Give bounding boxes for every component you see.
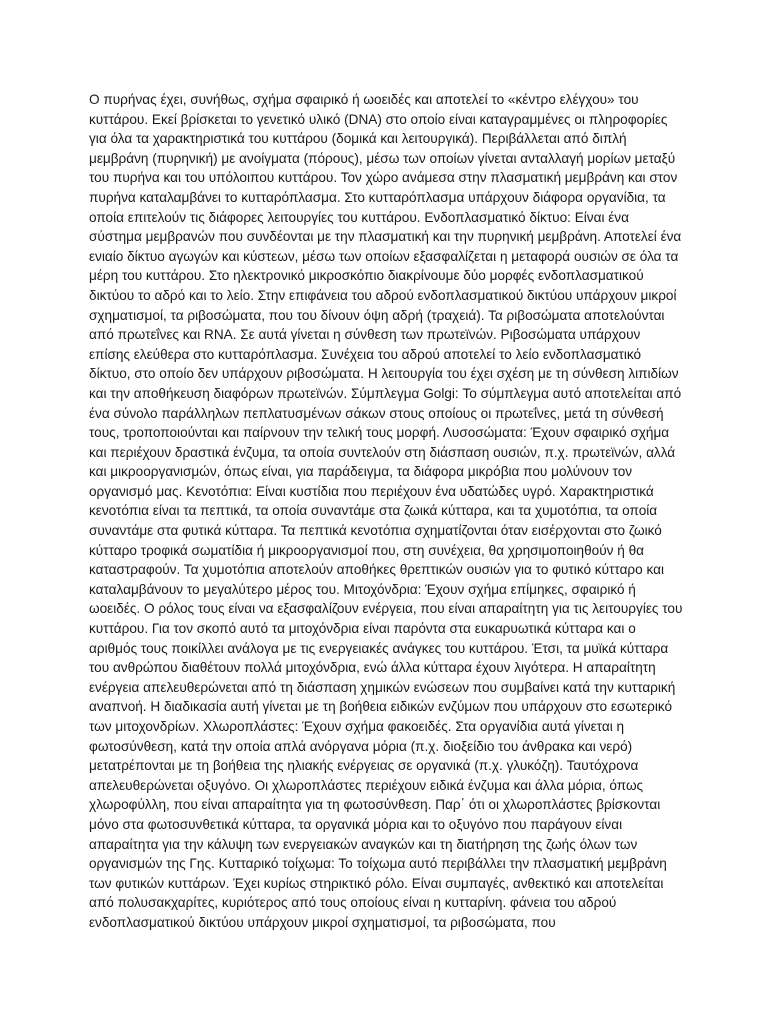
body-paragraph: Ο πυρήνας έχει, συνήθως, σχήμα σφαιρικό ή ωοειδές και αποτελεί το «κέντρο ελέγχου» του κυττάρου. Εκεί βρίσκεται το γενετικό υλικό (DNA) στο οποίο είναι καταγραμμένες οι πληροφορίες για όλα τα χαρακτηριστικά του κυττάρου (δομικά και λειτουργικά). Περιβάλλεται από διπλή μεμβράνη (πυρηνική) με ανοίγματα (πόρους), μέσω των οποίων γίνεται ανταλλαγή μορίων μεταξύ του πυρήνα και του υπόλοιπου κυττάρου. Τον χώρο ανάμεσα στην πλασματική μεμβράνη και στον πυρήνα καταλαμβάνει το κυτταρόπλασμα. Στο κυτταρόπλασμα υπάρχουν διάφορα οργανίδια, τα οποία επιτελούν τις διάφορες λειτουργίες του κυττάρου. Ενδοπλασματικό δίκτυο: Είναι ένα σύστημα μεμβρανών που συνδέονται με την πλασματική και την πυρηνική μεμβράνη. Αποτελεί ένα ενιαίο δίκτυο αγωγών και κύστεων, μέσω των οποίων εξασφαλίζεται η μεταφορά ουσιών σε όλα τα μέρη του κυττάρου. Στο ηλεκτρονικό μικροσκόπιο διακρίνουμε δύο μορφές ενδοπλασματικού δικτύου το αδρό και το λείο. Στην επιφάνεια του αδρού ενδοπλασματικού δικτύου υπάρχουν μικροί σχηματισμοί, τα ριβοσώματα, που του δίνουν όψη αδρή (τραχειά). Τα ριβοσώματα αποτελούνται από πρωτεΐνες και RNA. Σε αυτά γίνεται η σύνθεση των πρωτεϊνών. Ριβοσώματα υπάρχουν επίσης ελεύθερα στο κυτταρόπλασμα. Συνέχεια του αδρού αποτελεί το λείο ενδοπλασματικό δίκτυο, στο οποίο δεν υπάρχουν ριβοσώματα. Η λειτουργία του έχει σχέση με τη σύνθεση λιπιδίων και την αποθήκευση διαφόρων πρωτεϊνών. Σύμπλεγμα Golgi: Το σύμπλεγμα αυτό αποτελείται από ένα σύνολο παράλληλων πεπλατυσμένων σάκων στους οποίους οι πρωτεΐνες, μετά τη σύνθεσή τους, τροποποιούνται και παίρνουν την τελική τους μορφή. Λυσοσώματα: Έχουν σφαιρικό σχήμα και περιέχουν δραστικά ένζυμα, τα οποία συντελούν στη διάσπαση ουσιών, π.χ. πρωτεϊνών, αλλά και μικροοργανισμών, όπως είναι, για παράδειγμα, τα διάφορα μικρόβια που μολύνουν τον οργανισμό μας. Κενοτόπια: Είναι κυστίδια που περιέχουν ένα υδατώδες υγρό. Χαρακτηριστικά κενοτόπια είναι τα πεπτικά, τα οποία συναντάμε στα ζωικά κύτταρα, και τα χυμοτόπια, τα οποία συναντάμε στα φυτικά κύτταρα. Τα πεπτικά κενοτόπια σχηματίζονται όταν εισέρχονται στο ζωικό κύτταρο τροφικά σωματίδια ή μικροοργανισμοί που, στη συνέχεια, θα χρησιμοποιηθούν ή θα καταστραφούν. Τα χυμοτόπια αποτελούν αποθήκες θρεπτικών ουσιών για το φυτικό κύτταρο και καταλαμβάνουν το μεγαλύτερο μέρος του. Μιτοχόνδρια: Έχουν σχήμα επίμηκες, σφαιρικό ή ωοειδές. Ο ρόλος τους είναι να εξασφαλίζουν ενέργεια, που είναι απαραίτητη για τις λειτουργίες του κυττάρου. Για τον σκοπό αυτό τα μιτοχόνδρια είναι παρόντα στα ευκαρυωτικά κύτταρα και ο αριθμός τους ποικίλλει ανάλογα με τις ενεργειακές ανάγκες του κυττάρου. Έτσι, τα μυϊκά κύτταρα του ανθρώπου διαθέτουν πολλά μιτοχόνδρια, ενώ άλλα κύτταρα έχουν λιγότερα. Η απαραίτητη ενέργεια απελευθερώνεται από τη διάσπαση χημικών ενώσεων που συμβαίνει κατά την κυτταρική αναπνοή. Η διαδικασία αυτή γίνεται με τη βοήθεια ειδικών ενζύμων που υπάρχουν στο εσωτερικό των μιτοχονδρίων. Χλωροπλάστες: Έχουν σχήμα φακοειδές. Στα οργανίδια αυτά γίνεται η φωτοσύνθεση, κατά την οποία απλά ανόργανα μόρια (π.χ. διοξείδιο του άνθρακα και νερό) μετατρέπονται με τη βοήθεια της ηλιακής ενέργειας σε οργανικά (π.χ. γλυκόζη). Ταυτόχρονα απελευθερώνεται οξυγόνο. Οι χλωροπλάστες περιέχουν ειδικά ένζυμα και άλλα μόρια, όπως χλωροφύλλη, που είναι απαραίτητα για τη φωτοσύνθεση. Παρ΄ ότι οι χλωροπλάστες βρίσκονται μόνο στα φωτοσυνθετικά κύτταρα, τα οργανικά μόρια και το οξυγόνο που παράγουν είναι απαραίτητα για την κάλυψη των ενεργειακών αναγκών και τη διατήρηση της ζωής όλων των οργανισμών της Γης. Κυτταρικό τοίχωμα: Το τοίχωμα αυτό περιβάλλει την πλασματική μεμβράνη των φυτικών κυττάρων. Έχει κυρίως στηρικτικό ρόλο. Είναι συμπαγές, ανθεκτικό και αποτελείται από πολυσακχαρίτες, κυριότερος από τους οποίους είναι η κυτταρίνη. φάνεια του αδρού ενδοπλασματικού δικτύου υπάρχουν μικροί σχηματισμοί, τα ριβοσώματα, που	[89, 92, 683, 930]
